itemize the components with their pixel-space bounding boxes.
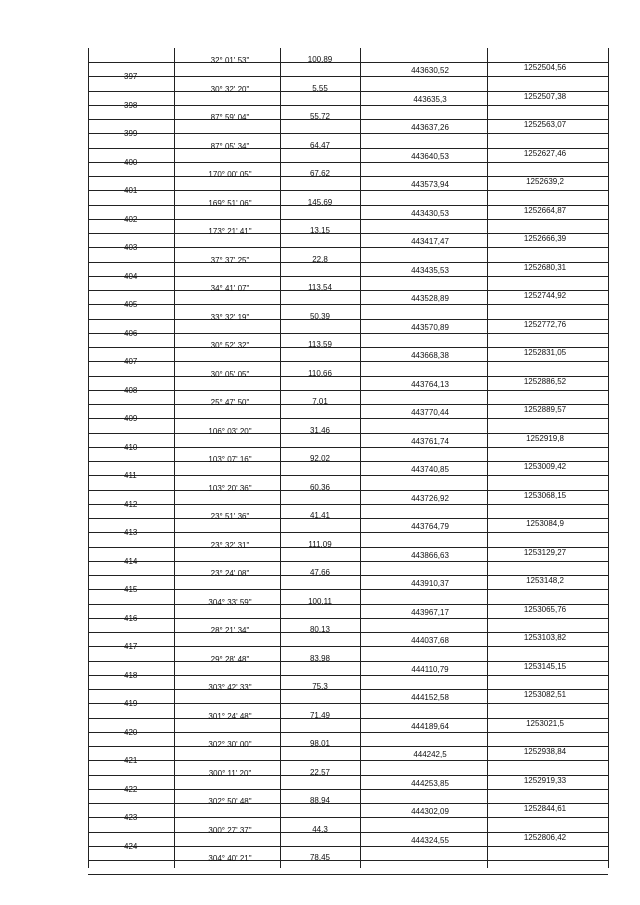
column-divider xyxy=(88,48,89,868)
length-cell: 41,41 xyxy=(309,511,331,520)
length-cell: 111,09 xyxy=(308,539,332,549)
x-coordinate-cell: 444324,55 xyxy=(411,835,449,845)
length-cell: 22,57 xyxy=(309,767,331,777)
angle-cell: 304° 40' 21" xyxy=(208,854,252,863)
point-number-cell: 406 xyxy=(124,328,138,338)
y-coordinate-cell: 1252919,8 xyxy=(526,433,564,443)
y-coordinate-cell: 1253103,82 xyxy=(523,633,567,642)
point-number-cell: 408 xyxy=(124,385,138,395)
y-coordinate-cell: 1252664,87 xyxy=(523,205,567,215)
length-cell: 5,55 xyxy=(312,83,328,93)
angle-cell: 302° 50' 48" xyxy=(208,797,252,806)
y-coordinate-cell: 1252680,31 xyxy=(523,262,567,272)
y-coordinate-cell: 1253021,5 xyxy=(526,718,564,728)
x-coordinate-cell: 443528,89 xyxy=(411,294,449,303)
row-divider xyxy=(88,732,608,733)
row-divider xyxy=(88,447,608,448)
x-coordinate-cell: 444037,68 xyxy=(411,636,449,645)
y-coordinate-cell: 1252744,92 xyxy=(523,291,567,300)
row-divider xyxy=(88,247,608,248)
row-divider xyxy=(88,532,608,533)
angle-cell: 300° 11' 20" xyxy=(208,768,252,778)
point-number-cell: 402 xyxy=(124,214,138,224)
row-divider xyxy=(88,675,608,676)
y-coordinate-cell: 1252507,38 xyxy=(523,91,567,101)
y-coordinate-cell: 1253009,42 xyxy=(523,462,567,471)
row-divider xyxy=(88,361,608,362)
length-cell: 64,47 xyxy=(309,140,331,150)
point-number-cell: 411 xyxy=(124,471,137,480)
x-coordinate-cell: 443630,52 xyxy=(411,66,449,75)
row-divider xyxy=(88,504,608,505)
x-coordinate-cell: 443761,74 xyxy=(411,436,449,446)
row-divider xyxy=(88,418,608,419)
x-coordinate-cell: 443435,53 xyxy=(411,265,449,275)
row-divider xyxy=(88,561,608,562)
point-number-cell: 400 xyxy=(124,157,138,167)
angle-cell: 300° 27' 37" xyxy=(208,825,252,835)
x-coordinate-cell: 443430,53 xyxy=(411,208,449,218)
y-coordinate-cell: 1252772,76 xyxy=(523,319,567,329)
angle-cell: 106° 03' 20" xyxy=(208,426,252,436)
length-cell: 71,49 xyxy=(309,710,331,720)
row-divider xyxy=(88,475,608,476)
row-divider xyxy=(88,304,608,305)
angle-cell: 303° 42' 33" xyxy=(208,683,252,692)
length-cell: 98,01 xyxy=(309,739,331,748)
angle-cell: 28° 21' 34" xyxy=(210,626,250,635)
point-number-cell: 413 xyxy=(124,528,138,537)
angle-cell: 32° 01' 53" xyxy=(210,56,250,65)
y-coordinate-cell: 1253148,2 xyxy=(526,576,564,585)
point-number-cell: 416 xyxy=(124,613,138,623)
x-coordinate-cell: 443573,94 xyxy=(411,180,449,189)
y-coordinate-cell: 1253082,51 xyxy=(523,690,567,699)
angle-cell: 170° 00' 05" xyxy=(208,170,252,179)
row-divider xyxy=(88,133,608,134)
length-cell: 92,02 xyxy=(309,454,331,463)
y-coordinate-cell: 1252806,42 xyxy=(523,832,567,842)
y-coordinate-cell: 1252844,61 xyxy=(523,804,567,813)
point-number-cell: 401 xyxy=(124,186,138,195)
angle-cell: 25° 47' 50" xyxy=(210,398,250,407)
row-divider xyxy=(88,105,608,106)
x-coordinate-cell: 444253,85 xyxy=(411,778,449,788)
point-number-cell: 398 xyxy=(124,100,138,110)
length-cell: 13,15 xyxy=(309,226,331,235)
angle-cell: 23° 32' 31" xyxy=(210,540,250,550)
row-divider xyxy=(88,874,608,875)
y-coordinate-cell: 1252666,39 xyxy=(523,234,567,243)
point-number-cell: 399 xyxy=(124,129,138,138)
point-number-cell: 424 xyxy=(124,841,138,851)
y-coordinate-cell: 1252563,07 xyxy=(523,120,567,129)
x-coordinate-cell: 443764,13 xyxy=(411,379,449,389)
length-cell: 67,62 xyxy=(309,169,331,178)
length-cell: 88,94 xyxy=(309,796,331,805)
column-divider xyxy=(608,48,609,868)
point-number-cell: 405 xyxy=(124,300,138,309)
length-cell: 55,72 xyxy=(309,112,331,121)
y-coordinate-cell: 1252886,52 xyxy=(523,376,567,386)
angle-cell: 37° 37' 25" xyxy=(210,255,250,265)
row-divider xyxy=(88,789,608,790)
length-cell: 78,45 xyxy=(309,853,331,862)
length-cell: 113,54 xyxy=(308,283,332,292)
angle-cell: 173° 21' 41" xyxy=(208,227,252,236)
point-number-cell: 419 xyxy=(124,699,138,708)
y-coordinate-cell: 1253084,9 xyxy=(526,519,564,528)
y-coordinate-cell: 1252639,2 xyxy=(526,177,564,186)
row-divider xyxy=(88,190,608,191)
length-cell: 100,11 xyxy=(308,596,332,606)
x-coordinate-cell: 444110,79 xyxy=(411,664,449,674)
y-coordinate-cell: 1252831,05 xyxy=(523,348,567,357)
column-divider xyxy=(487,48,488,868)
point-number-cell: 420 xyxy=(124,727,138,737)
angle-cell: 103° 07' 16" xyxy=(208,455,252,464)
x-coordinate-cell: 443866,63 xyxy=(411,550,449,560)
y-coordinate-cell: 1253065,76 xyxy=(523,604,567,614)
x-coordinate-cell: 444302,09 xyxy=(411,807,449,816)
length-cell: 100,89 xyxy=(307,55,333,64)
y-coordinate-cell: 1253068,15 xyxy=(523,490,567,500)
length-cell: 110,66 xyxy=(308,368,332,378)
point-number-cell: 414 xyxy=(124,556,138,566)
row-divider xyxy=(88,589,608,590)
point-number-cell: 404 xyxy=(124,271,138,281)
point-number-cell: 397 xyxy=(124,72,138,81)
x-coordinate-cell: 443726,92 xyxy=(411,493,449,503)
length-cell: 113,59 xyxy=(308,340,332,349)
row-divider xyxy=(88,703,608,704)
row-divider xyxy=(88,162,608,163)
point-number-cell: 410 xyxy=(124,442,138,452)
length-cell: 31,46 xyxy=(309,425,331,435)
x-coordinate-cell: 443770,44 xyxy=(411,408,449,417)
point-number-cell: 417 xyxy=(124,642,138,651)
angle-cell: 30° 32' 20" xyxy=(210,84,250,94)
row-divider xyxy=(88,333,608,334)
angle-cell: 23° 51' 36" xyxy=(210,512,250,521)
row-divider xyxy=(88,76,608,77)
x-coordinate-cell: 443668,38 xyxy=(411,351,449,360)
point-number-cell: 423 xyxy=(124,813,138,822)
x-coordinate-cell: 443967,17 xyxy=(411,607,449,617)
point-number-cell: 409 xyxy=(124,414,138,423)
point-number-cell: 412 xyxy=(124,499,138,509)
y-coordinate-cell: 1252889,57 xyxy=(523,405,567,414)
y-coordinate-cell: 1252627,46 xyxy=(523,148,567,158)
length-cell: 80,13 xyxy=(309,625,331,634)
angle-cell: 29° 28' 48" xyxy=(210,654,250,664)
length-cell: 75,3 xyxy=(312,682,328,691)
row-divider xyxy=(88,219,608,220)
angle-cell: 30° 52' 32" xyxy=(210,341,250,350)
x-coordinate-cell: 443637,26 xyxy=(411,123,449,132)
point-number-cell: 418 xyxy=(124,670,138,680)
angle-cell: 302° 30' 00" xyxy=(208,740,252,749)
x-coordinate-cell: 443910,37 xyxy=(411,579,449,588)
angle-cell: 87° 05' 34" xyxy=(210,141,250,151)
length-cell: 145,69 xyxy=(307,197,333,207)
length-cell: 60,36 xyxy=(309,482,331,492)
point-number-cell: 403 xyxy=(124,243,138,252)
y-coordinate-cell: 1252919,33 xyxy=(523,775,567,785)
row-divider xyxy=(88,390,608,391)
row-divider xyxy=(88,817,608,818)
point-number-cell: 421 xyxy=(124,756,138,765)
angle-cell: 23° 24' 08" xyxy=(210,569,250,578)
x-coordinate-cell: 443640,53 xyxy=(411,151,449,161)
row-divider xyxy=(88,760,608,761)
length-cell: 50,39 xyxy=(309,311,331,321)
angle-cell: 30° 05' 05" xyxy=(210,369,250,379)
point-number-cell: 407 xyxy=(124,357,138,366)
angle-cell: 33° 32' 19" xyxy=(210,312,250,322)
length-cell: 47,66 xyxy=(309,568,331,577)
column-divider xyxy=(360,48,361,868)
x-coordinate-cell: 443570,89 xyxy=(411,322,449,332)
x-coordinate-cell: 443635,3 xyxy=(413,94,447,104)
angle-cell: 34° 41' 07" xyxy=(210,284,250,293)
length-cell: 83,98 xyxy=(309,653,331,663)
angle-cell: 103° 20' 36" xyxy=(208,483,252,493)
x-coordinate-cell: 443740,85 xyxy=(411,465,449,474)
y-coordinate-cell: 1252938,84 xyxy=(523,747,567,756)
row-divider xyxy=(88,276,608,277)
y-coordinate-cell: 1253129,27 xyxy=(523,547,567,557)
angle-cell: 304° 33' 59" xyxy=(208,597,252,607)
row-divider xyxy=(88,846,608,847)
y-coordinate-cell: 1252504,56 xyxy=(523,63,567,72)
angle-cell: 169° 51' 06" xyxy=(208,198,252,208)
x-coordinate-cell: 444242,5 xyxy=(413,750,447,759)
column-divider xyxy=(174,48,175,868)
length-cell: 44,3 xyxy=(312,824,328,834)
length-cell: 22,8 xyxy=(312,254,328,264)
row-divider xyxy=(88,618,608,619)
point-number-cell: 422 xyxy=(124,784,138,794)
x-coordinate-cell: 443417,47 xyxy=(411,237,449,246)
angle-cell: 87° 59' 04" xyxy=(210,113,250,122)
x-coordinate-cell: 443764,79 xyxy=(411,522,449,531)
x-coordinate-cell: 444189,64 xyxy=(411,721,449,731)
angle-cell: 301° 24' 48" xyxy=(208,711,252,721)
length-cell: 7,01 xyxy=(312,397,328,406)
point-number-cell: 415 xyxy=(124,585,138,594)
x-coordinate-cell: 444152,58 xyxy=(411,693,449,702)
y-coordinate-cell: 1253145,15 xyxy=(523,661,567,671)
row-divider xyxy=(88,646,608,647)
column-divider xyxy=(280,48,281,868)
